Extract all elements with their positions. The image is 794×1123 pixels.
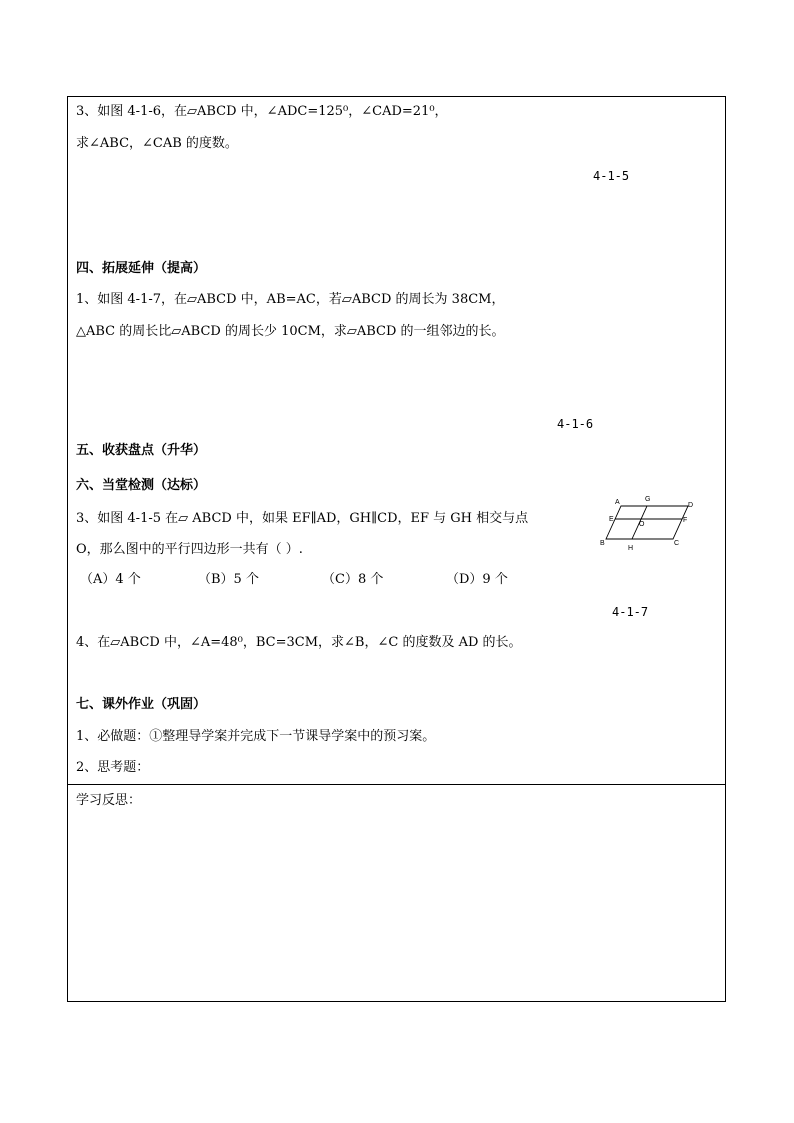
parallelogram-figure [596,494,698,552]
point-b: B [600,540,605,547]
point-d: D [688,502,694,509]
reflection-label: 学习反思： [76,793,142,808]
figure-label-4-1-5: 4-1-5 [593,169,630,183]
point-a: A [615,499,620,506]
section-5-heading: 五、收获盘点（升华） [76,443,207,458]
section-4-heading: 四、拓展延伸（提高） [76,261,207,276]
homework-item-2: 2、思考题： [76,760,150,775]
point-c: C [674,540,680,547]
question-3-line-2: 求∠ABC，∠CAB 的度数。 [76,136,238,151]
point-g: G [645,496,651,503]
option-c: （C）8 个 [322,572,384,587]
section-7-heading: 七、课外作业（巩固） [76,697,207,712]
extension-question-1-line-1: 1、如图 4-1-7，在▱ABCD 中，AB=AC，若▱ABCD 的周长为 38CM， [76,292,505,307]
homework-item-1: 1、必做题：①整理导学案并完成下一节课导学案中的预习案。 [76,729,436,744]
test-question-3-line-1: 3、如图 4-1-5 在▱ ABCD 中，如果 EF∥AD，GH∥CD，EF 与 GH 相交与点 [76,511,529,526]
reflection-divider [67,784,726,785]
point-f: F [683,517,688,524]
question-3-line-1: 3、如图 4-1-6，在▱ABCD 中，∠ADC=125⁰，∠CAD=21⁰， [76,104,448,119]
figure-label-4-1-7: 4-1-7 [612,605,649,619]
test-question-4: 4、在▱ABCD 中，∠A=48⁰，BC=3CM，求∠B，∠C 的度数及 AD 的长。 [76,635,522,650]
figure-label-4-1-6: 4-1-6 [557,417,594,431]
option-d: （D）9 个 [446,572,508,587]
option-a: （A）4 个 [80,572,141,587]
point-h: H [628,545,634,552]
section-6-heading: 六、当堂检测（达标） [76,478,207,493]
point-e: E [609,516,614,523]
point-o: O [639,521,645,528]
extension-question-1-line-2: △ABC 的周长比▱ABCD 的周长少 10CM，求▱ABCD 的一组邻边的长。 [76,324,505,339]
parallelogram-abcd [606,506,688,539]
option-b: （B）5 个 [198,572,259,587]
test-question-3-line-2: O，那么图中的平行四边形一共有（ ）. [76,542,303,557]
